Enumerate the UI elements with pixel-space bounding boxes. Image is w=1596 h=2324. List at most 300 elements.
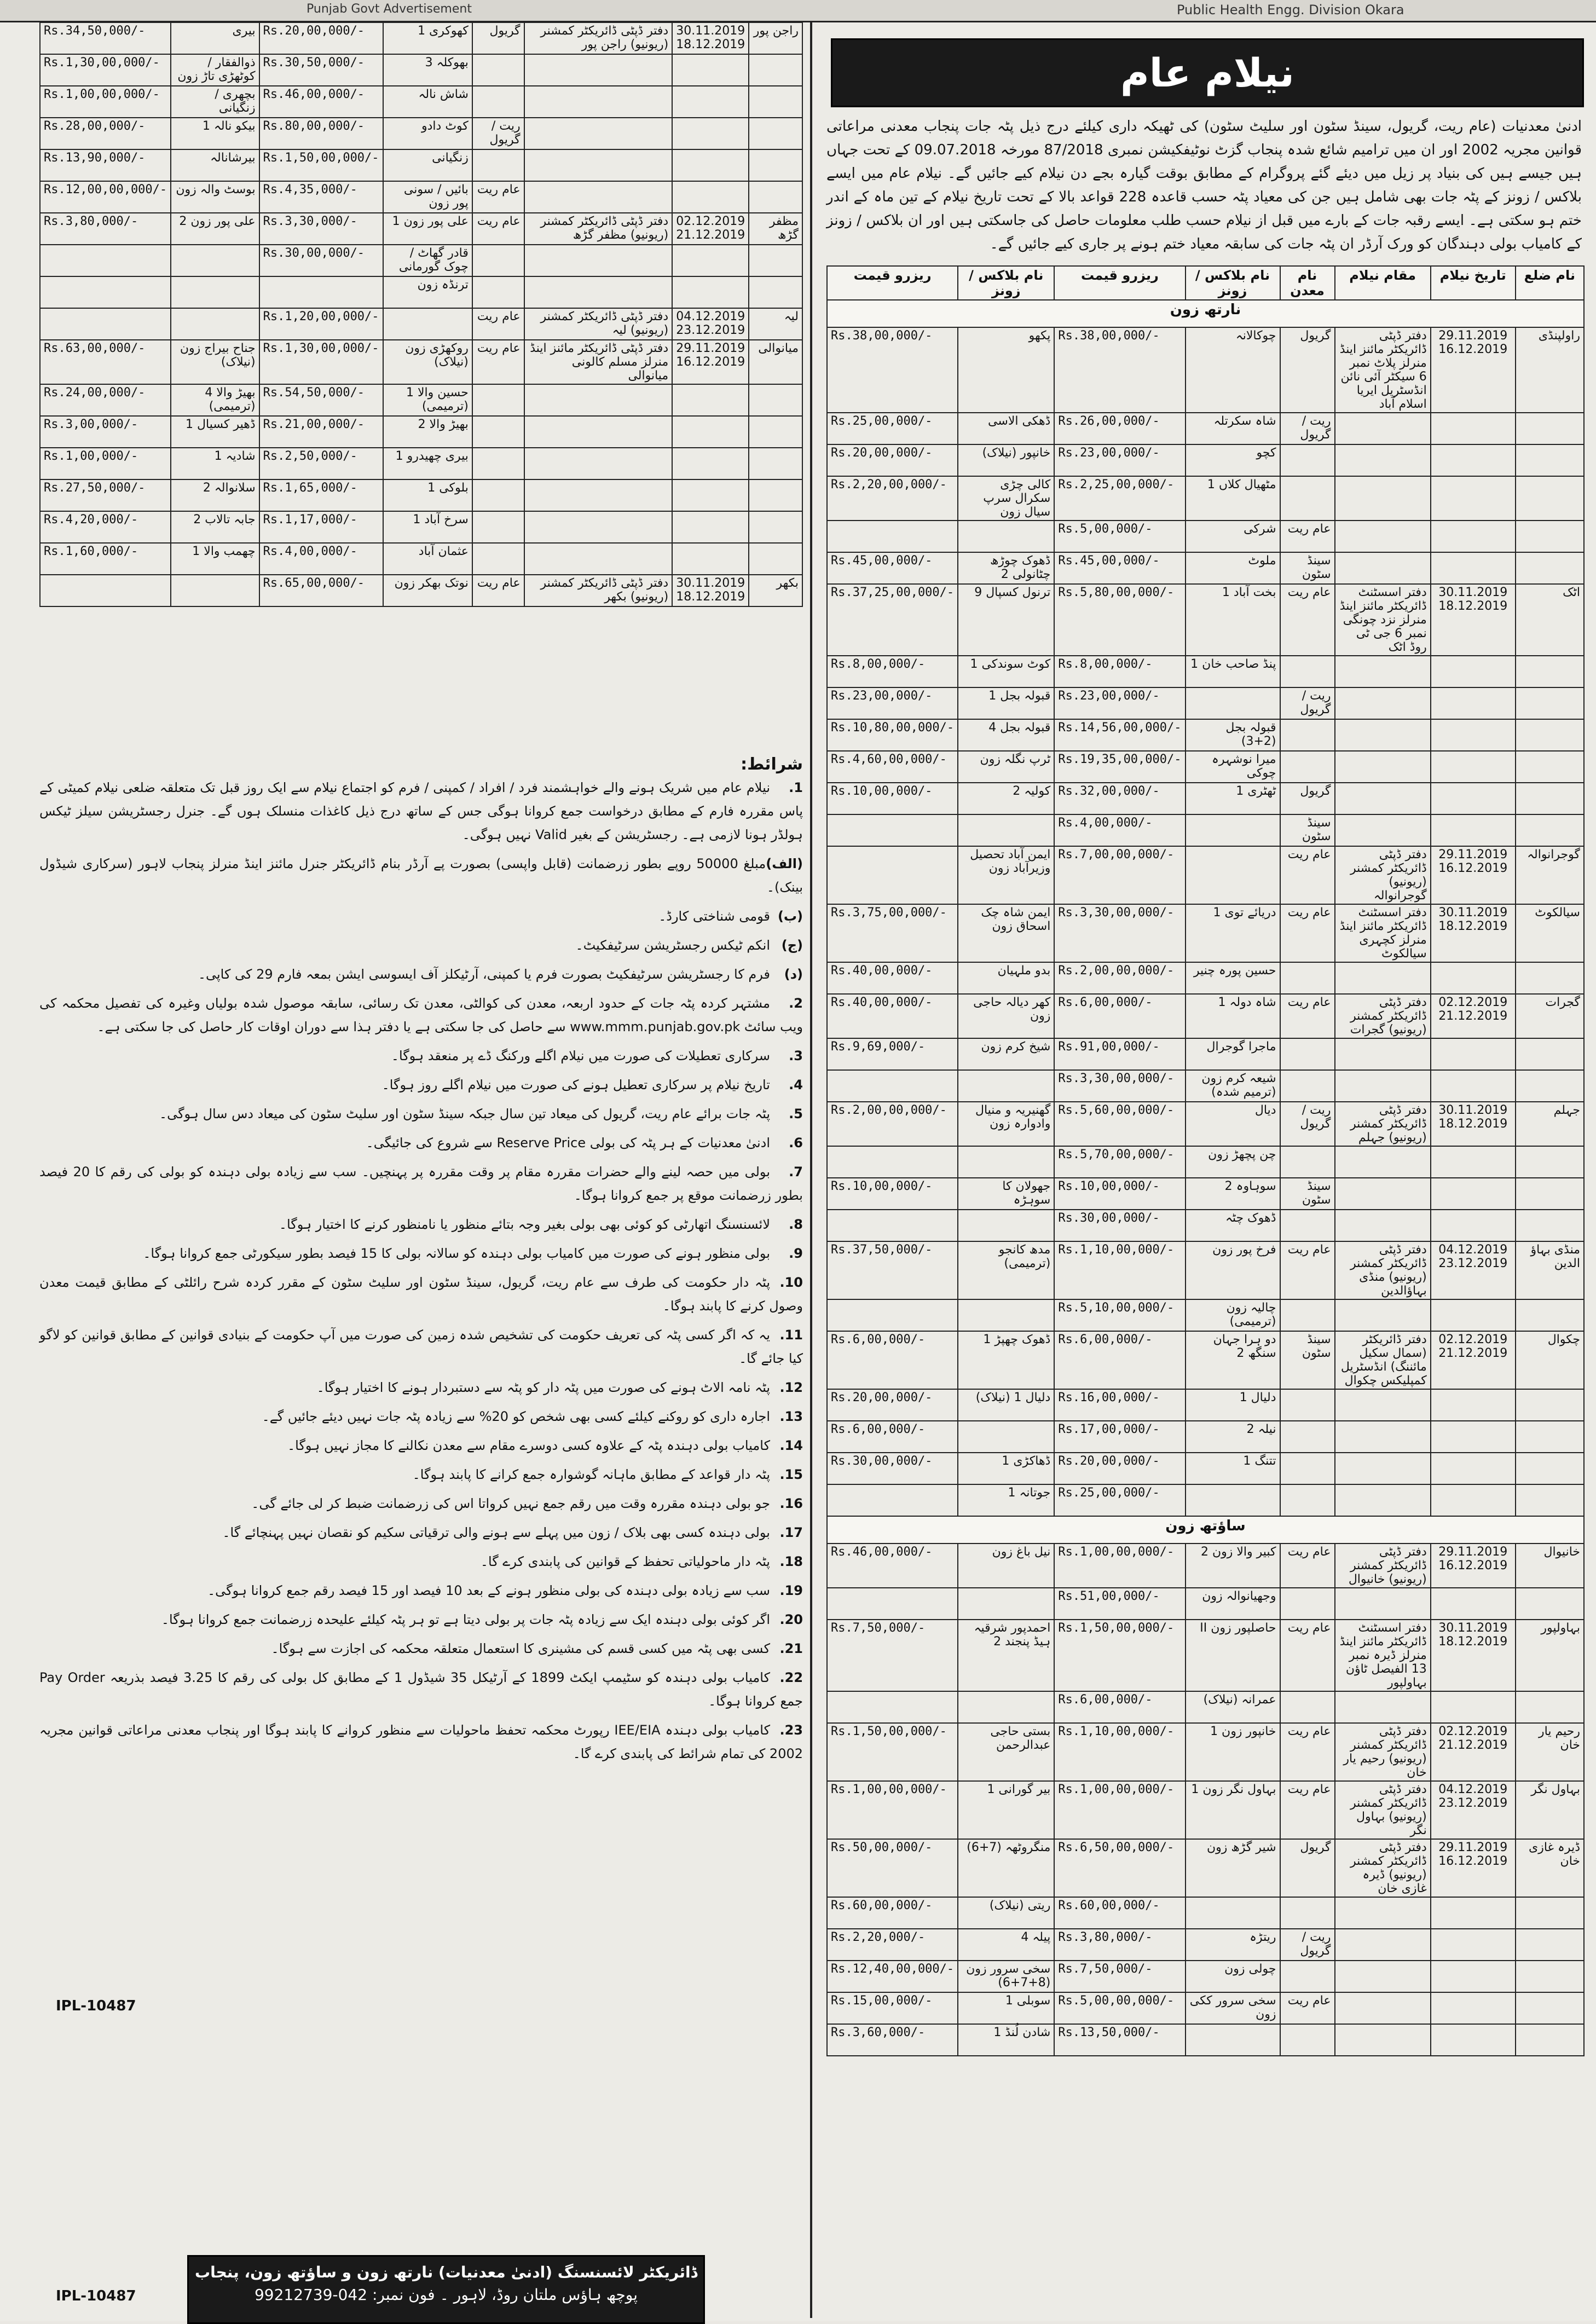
term-number: 2. [789, 996, 803, 1011]
table-row [40, 384, 802, 416]
left-column [39, 22, 803, 2318]
block-name-cell: بائیں / سونی پور زون [383, 181, 472, 213]
block-name-cell: ترنڈہ زون [383, 276, 472, 308]
mineral-cell: ریت / گریول [1280, 687, 1335, 719]
auction-date-cell [1431, 656, 1516, 687]
venue-cell [1335, 1038, 1431, 1070]
reserve-price-cell [827, 1588, 958, 1620]
header-block-1: نام بلاکس / زونز [1186, 266, 1280, 300]
table-row [827, 994, 1584, 1038]
header-price-1: ریزرو قیمت [1054, 266, 1185, 300]
reserve-price-cell [827, 1299, 958, 1331]
block-name-cell [383, 308, 472, 340]
mineral-cell: سینڈ سٹون [1280, 552, 1335, 584]
block-name-cell: ریتڑہ [1186, 1929, 1280, 1961]
table-row [827, 584, 1584, 656]
reserve-price-cell: Rs.6,00,000/- [1054, 1691, 1185, 1723]
venue-cell [1335, 1178, 1431, 1210]
term-item [39, 1434, 803, 1458]
term-item [39, 1323, 803, 1371]
reserve-price-cell: Rs.20,00,000/- [259, 22, 383, 54]
district-cell: مظفر گڑھ [749, 213, 802, 245]
block-name-cell: فرخ پور زون [1186, 1241, 1280, 1299]
term-number: 20. [779, 1612, 803, 1627]
term-number: 11. [779, 1327, 803, 1343]
table-row [827, 1453, 1584, 1484]
reserve-price-cell: Rs.3,30,000/- [259, 213, 383, 245]
block-name-cell: جوتانہ 1 [958, 1484, 1054, 1516]
mineral-cell: گریول [1280, 1839, 1335, 1897]
district-cell [1516, 1484, 1584, 1516]
venue-cell [524, 479, 673, 511]
term-text: بولی دہندہ کسی بھی بلاک / زون میں پہلے سے ہونے والی ترقیاتی سکیم کو نقصان نہیں پہنچائے گا۔ [222, 1525, 770, 1540]
block-name-cell: نیلہ 2 [1186, 1421, 1280, 1453]
venue-cell: دفتر اسسٹنٹ ڈائریکٹر مائنز اینڈ منرلز نزد چونگی نمبر 6 جی ٹی روڈ اٹک [1335, 584, 1431, 656]
auction-date-cell [1431, 687, 1516, 719]
auction-date-cell [1431, 751, 1516, 783]
mineral-cell [472, 245, 524, 276]
term-text: پٹہ دار حکومت کی طرف سے عام ریت، گریول، سینڈ سٹون اور سلیٹ سٹون کے مقرر کردہ شرح رائلٹی کے مطابق قیمت معدن وصول کرنے کا پابند ہوگا۔ [39, 1275, 803, 1314]
reserve-price-cell [827, 846, 958, 904]
district-cell: بکھر [749, 575, 802, 606]
auction-date-cell: 04.12.2019 23.12.2019 [1431, 1781, 1516, 1839]
mineral-cell: عام ریت [1280, 1241, 1335, 1299]
block-name-cell: بدو ملہیان [958, 962, 1054, 994]
reserve-price-cell: Rs.2,00,00,000/- [827, 1102, 958, 1146]
block-name-cell: شیخ کرم زون [958, 1038, 1054, 1070]
reserve-price-cell [827, 1484, 958, 1516]
block-name-cell: کوٹ دادو [383, 118, 472, 149]
venue-cell [1335, 521, 1431, 552]
block-name-cell: بیکو نالہ 1 [171, 118, 259, 149]
venue-cell [524, 149, 673, 181]
auction-date-cell: 02.12.2019 21.12.2019 [672, 213, 749, 245]
block-name-cell: ٹھٹری 1 [1186, 783, 1280, 814]
term-item [39, 1719, 803, 1766]
table-row [40, 22, 802, 54]
term-text: بولی میں حصہ لینے والے حضرات مقررہ مقام پر وقت مقررہ پر پہنچیں۔ سب سے زیادہ بولی دہندہ کو بولی کی رقم کا 20 فیصد بطور زرضمانت موقع پر جمع کروانا ہوگا۔ [39, 1164, 803, 1203]
table-row [827, 1421, 1584, 1453]
table-row [40, 276, 802, 308]
term-text: کامیاب بولی دہندہ پٹہ کے علاوہ کسی دوسرے مقام سے معدن نکالنے کا مجاز نہیں ہوگا۔ [287, 1438, 770, 1453]
block-name-cell: کالی چڑی سکرال سرپ سیال زون [958, 476, 1054, 521]
mineral-cell: عام ریت [472, 308, 524, 340]
header-price-2: ریزرو قیمت [827, 266, 958, 300]
venue-cell [524, 54, 673, 86]
reserve-price-cell: Rs.9,69,000/- [827, 1038, 958, 1070]
block-name-cell: پنڈ صاحب خان 1 [1186, 656, 1280, 687]
reserve-price-cell: Rs.65,00,000/- [259, 575, 383, 606]
mineral-cell [1280, 719, 1335, 751]
auction-date-cell: 29.11.2019 16.12.2019 [1431, 846, 1516, 904]
block-name-cell: دو ہرا جہان سنگھ 2 [1186, 1331, 1280, 1389]
table-row [827, 1241, 1584, 1299]
district-cell [1516, 1691, 1584, 1723]
term-number: 13. [779, 1409, 803, 1424]
venue-cell [1335, 1453, 1431, 1484]
venue-cell [1335, 814, 1431, 846]
reserve-price-cell: Rs.45,00,000/- [1054, 552, 1185, 584]
reserve-price-cell: Rs.17,00,000/- [1054, 1421, 1185, 1453]
auction-date-cell [1431, 1299, 1516, 1331]
reserve-price-cell: Rs.3,30,00,000/- [1054, 1070, 1185, 1102]
mineral-cell [1280, 962, 1335, 994]
term-number: 18. [779, 1554, 803, 1569]
district-cell [749, 245, 802, 276]
reserve-price-cell: Rs.3,75,00,000/- [827, 904, 958, 962]
reserve-price-cell: Rs.5,80,00,000/- [1054, 584, 1185, 656]
block-name-cell: چن پچھڑ زون [1186, 1146, 1280, 1178]
block-name-cell: کبیر والا زون 2 [1186, 1543, 1280, 1588]
mineral-cell [472, 416, 524, 448]
mineral-cell: سینڈ سٹون [1280, 1331, 1335, 1389]
block-name-cell: کھر دیالہ حاجی زون [958, 994, 1054, 1038]
term-number: 22. [779, 1670, 803, 1685]
footer-box [187, 2255, 705, 2324]
venue-cell: دفتر اسسٹنٹ ڈائریکٹر مائنز اینڈ منرلز کچہری سیالکوٹ [1335, 904, 1431, 962]
term-text: جو بولی دہندہ مقررہ وقت میں رقم جمع نہیں کرواتا اس کی زرضمانت ضبط کر لی جائے گی۔ [251, 1496, 770, 1511]
reserve-price-cell: Rs.1,00,000/- [40, 448, 171, 479]
reserve-price-cell: Rs.1,20,00,000/- [259, 308, 383, 340]
reserve-price-cell: Rs.1,50,00,000/- [827, 1723, 958, 1781]
venue-cell: دفتر ڈپٹی ڈائریکٹر کمشنر (ریونیو) گجرات [1335, 994, 1431, 1038]
mineral-cell: عام ریت [472, 181, 524, 213]
auction-date-cell [1431, 719, 1516, 751]
district-cell: خانیوال [1516, 1543, 1584, 1588]
district-cell: اٹک [1516, 584, 1584, 656]
district-cell [1516, 1588, 1584, 1620]
term-number: 9. [789, 1246, 803, 1261]
block-name-cell: ذوالفقار / کوٹھڑی تاڑ زون [171, 54, 259, 86]
table-row [827, 846, 1584, 904]
auction-date-cell: 29.11.2019 16.12.2019 [1431, 1839, 1516, 1897]
auction-date-cell [672, 448, 749, 479]
district-cell [1516, 2024, 1584, 2056]
district-cell: لیہ [749, 308, 802, 340]
district-cell: بہاولپور [1516, 1620, 1584, 1691]
term-text: لائسنسنگ اتھارٹی کو کوئی بھی بولی بغیر وجہ بتائے منظور یا نامنظور کرنے کا اختیار ہوگا۔ [279, 1217, 770, 1232]
term-text: پٹہ دار ماحولیاتی تحفظ کے قوانین کی پابندی کرے گا۔ [480, 1554, 770, 1569]
reserve-price-cell: Rs.13,90,000/- [40, 149, 171, 181]
auction-date-cell [1431, 521, 1516, 552]
venue-cell [1335, 413, 1431, 444]
mineral-cell [1280, 476, 1335, 521]
header-left: Punjab Govt Advertisement [307, 2, 472, 16]
term-item [39, 963, 803, 986]
reserve-price-cell: Rs.1,50,00,000/- [1054, 1620, 1185, 1691]
district-cell [749, 511, 802, 543]
venue-cell [524, 543, 673, 575]
auction-date-cell: 29.11.2019 16.12.2019 [1431, 1543, 1516, 1588]
footer-line-1: ڈائریکٹر لائسنسنگ (ادنیٰ معدنیات) نارتھ زون و ساؤتھ زون، پنجاب [194, 2263, 698, 2281]
block-name-cell: کوٹ سوندکی 1 [958, 656, 1054, 687]
reserve-price-cell: Rs.1,00,00,000/- [1054, 1781, 1185, 1839]
block-name-cell [171, 308, 259, 340]
venue-cell [1335, 1588, 1431, 1620]
term-item [39, 1131, 803, 1155]
reserve-price-cell: Rs.4,35,000/- [259, 181, 383, 213]
terms-section [39, 753, 803, 2154]
right-column [821, 22, 1590, 2318]
mineral-cell: عام ریت [1280, 584, 1335, 656]
block-name-cell: علی پور زون 1 [383, 213, 472, 245]
district-cell: گوجرانوالہ [1516, 846, 1584, 904]
venue-cell [1335, 2024, 1431, 2056]
venue-cell [524, 416, 673, 448]
reserve-price-cell [827, 1691, 958, 1723]
mineral-cell: ریت / گریول [1280, 1102, 1335, 1146]
term-number: 15. [779, 1467, 803, 1482]
term-number: (ج) [781, 938, 803, 953]
reserve-price-cell [827, 1070, 958, 1102]
block-name-cell [958, 1070, 1054, 1102]
term-text: بولی منظور ہونے کی صورت میں کامیاب بولی دہندہ کو سالانہ بولی کا 15 فیصد بطور سیکورٹی جمع کروانا ہوگا۔ [143, 1246, 770, 1261]
term-text: اگر کوئی بولی دہندہ ایک سے زیادہ پٹہ جات پر بولی دیتا ہے تو ہر پٹہ کیلئے علیحدہ زرضمانت جمع کروانا ہوگا۔ [161, 1612, 770, 1627]
block-name-cell: شیعہ کرم زون (ترمیم شدہ) [1186, 1070, 1280, 1102]
term-item [39, 1492, 803, 1516]
venue-cell: دفتر ڈپٹی ڈائریکٹر کمشنر (ریونیو) ڈیرہ غازی خان [1335, 1839, 1431, 1897]
block-name-cell: ڈھوک چوڑھ چٹانولی 2 [958, 552, 1054, 584]
reserve-price-cell: Rs.37,25,00,000/- [827, 584, 958, 656]
term-number: 16. [779, 1496, 803, 1511]
mineral-cell: گریول [1280, 783, 1335, 814]
mineral-cell [1280, 1588, 1335, 1620]
block-name-cell: خانپور زون 1 [1186, 1723, 1280, 1781]
reserve-price-cell: Rs.4,60,00,000/- [827, 751, 958, 783]
district-cell [1516, 1992, 1584, 2024]
reserve-price-cell: Rs.16,00,000/- [1054, 1389, 1185, 1421]
district-cell [1516, 1070, 1584, 1102]
table-row [40, 416, 802, 448]
term-item [39, 934, 803, 957]
block-name-cell [1186, 2024, 1280, 2056]
mineral-cell: عام ریت [1280, 521, 1335, 552]
term-number: 19. [779, 1583, 803, 1598]
table-row [827, 521, 1584, 552]
table-row [827, 962, 1584, 994]
block-name-cell: زنگیانی [383, 149, 472, 181]
auction-date-cell [672, 479, 749, 511]
block-name-cell: جناح بیراج زون (نیلاک) [171, 340, 259, 384]
venue-cell [1335, 1389, 1431, 1421]
venue-cell [1335, 719, 1431, 751]
reserve-price-cell: Rs.3,80,000/- [40, 213, 171, 245]
reserve-price-cell: Rs.54,50,000/- [259, 384, 383, 416]
district-cell: چکوال [1516, 1331, 1584, 1389]
auction-date-cell [672, 118, 749, 149]
block-name-cell: ایمن آباد تحصیل وزیرآباد زون [958, 846, 1054, 904]
block-name-cell [958, 521, 1054, 552]
table-row [40, 575, 802, 606]
reserve-price-cell [40, 276, 171, 308]
block-name-cell: میرا نوشہرہ چوکی [1186, 751, 1280, 783]
auction-date-cell [1431, 413, 1516, 444]
reserve-price-cell: Rs.8,00,000/- [827, 656, 958, 687]
term-item [39, 1579, 803, 1603]
district-cell [749, 416, 802, 448]
auction-date-cell: 30.11.2019 18.12.2019 [672, 22, 749, 54]
term-number: 23. [779, 1722, 803, 1738]
block-name-cell: گھنیریہ و منیال وادوارہ زون [958, 1102, 1054, 1146]
venue-cell [1335, 1897, 1431, 1929]
term-number: 6. [789, 1135, 803, 1151]
terms-heading: شرائط: [741, 755, 803, 774]
table-row [827, 751, 1584, 783]
header-venue: مقام نیلام [1335, 266, 1431, 300]
table-row [827, 1781, 1584, 1839]
venue-cell [1335, 962, 1431, 994]
mineral-cell [1280, 1691, 1335, 1723]
auction-date-cell: 30.11.2019 18.12.2019 [1431, 904, 1516, 962]
auction-date-cell: 02.12.2019 21.12.2019 [1431, 1331, 1516, 1389]
block-name-cell: وجھیانوالہ زون [1186, 1588, 1280, 1620]
table-row [40, 543, 802, 575]
block-name-cell: بیر گورانی 1 [958, 1781, 1054, 1839]
venue-cell [1335, 1929, 1431, 1961]
term-text: قومی شناختی کارڈ۔ [658, 909, 770, 924]
district-cell [1516, 476, 1584, 521]
table-row [827, 1897, 1584, 1929]
header-mineral: نام معدن [1280, 266, 1335, 300]
mineral-cell: عام ریت [1280, 1543, 1335, 1588]
block-name-cell: حسین پورہ چنیر [1186, 962, 1280, 994]
mineral-cell [1280, 656, 1335, 687]
reserve-price-cell: Rs.24,00,000/- [40, 384, 171, 416]
venue-cell: دفتر ڈپٹی ڈائریکٹر کمشنر (ریونیو) خانیوال [1335, 1543, 1431, 1588]
mineral-cell [472, 384, 524, 416]
venue-cell [1335, 1070, 1431, 1102]
reserve-price-cell: Rs.38,00,000/- [827, 327, 958, 413]
reserve-price-cell: Rs.5,00,000/- [1054, 521, 1185, 552]
table-row [827, 444, 1584, 476]
term-item [39, 1271, 803, 1318]
block-name-cell: ڈھاکڑی 1 [958, 1453, 1054, 1484]
term-number: 5. [789, 1106, 803, 1121]
term-number: 21. [779, 1641, 803, 1656]
reserve-price-cell: Rs.1,10,00,000/- [1054, 1241, 1185, 1299]
block-name-cell: شرکی [1186, 521, 1280, 552]
venue-cell [524, 118, 673, 149]
table-row [40, 308, 802, 340]
mineral-cell [1280, 1070, 1335, 1102]
table-row [827, 1299, 1584, 1331]
reserve-price-cell: Rs.8,00,000/- [1054, 656, 1185, 687]
reserve-price-cell: Rs.7,50,000/- [827, 1620, 958, 1691]
block-name-cell: شادیہ 1 [171, 448, 259, 479]
term-item [39, 1463, 803, 1487]
district-cell [1516, 1038, 1584, 1070]
block-name-cell [958, 814, 1054, 846]
table-row [827, 1588, 1584, 1620]
venue-cell [1335, 1421, 1431, 1453]
term-number: 7. [789, 1164, 803, 1180]
table-header-row [827, 266, 1584, 300]
auction-date-cell [1431, 783, 1516, 814]
table-row [40, 340, 802, 384]
table-row [827, 687, 1584, 719]
block-name-cell: چولی زون [1186, 1961, 1280, 1992]
reserve-price-cell: Rs.12,00,00,000/- [40, 181, 171, 213]
venue-cell [1335, 1210, 1431, 1241]
table-row [40, 54, 802, 86]
table-row [827, 719, 1584, 751]
mineral-cell [1280, 1421, 1335, 1453]
reserve-price-cell: Rs.10,80,00,000/- [827, 719, 958, 751]
district-cell [749, 118, 802, 149]
mineral-cell: عام ریت [472, 575, 524, 606]
section-row-south [827, 1516, 1584, 1543]
mineral-cell: ریت / گریول [1280, 1929, 1335, 1961]
reserve-price-cell: Rs.45,00,000/- [827, 552, 958, 584]
auction-date-cell [1431, 1146, 1516, 1178]
block-name-cell: ٹرپ نگلہ زون [958, 751, 1054, 783]
auction-date-cell [1431, 1421, 1516, 1453]
term-item [39, 776, 803, 847]
reserve-price-cell: Rs.14,56,00,000/- [1054, 719, 1185, 751]
term-number: 12. [779, 1380, 803, 1395]
block-name-cell [1186, 687, 1280, 719]
auction-date-cell [1431, 444, 1516, 476]
district-cell: راجن پور [749, 22, 802, 54]
reserve-price-cell: Rs.1,30,00,000/- [259, 340, 383, 384]
reserve-price-cell: Rs.1,00,00,000/- [827, 1781, 958, 1839]
district-cell [1516, 521, 1584, 552]
district-cell [1516, 1929, 1584, 1961]
venue-cell [1335, 751, 1431, 783]
header-strip [0, 0, 1596, 22]
venue-cell [1335, 552, 1431, 584]
auction-date-cell: 30.11.2019 18.12.2019 [1431, 584, 1516, 656]
block-name-cell: سخی سرور ککی زون [1186, 1992, 1280, 2024]
auction-date-cell [1431, 476, 1516, 521]
block-name-cell: قادر گھاٹ / چوک گورمانی [383, 245, 472, 276]
reserve-price-cell: Rs.4,00,000/- [1054, 814, 1185, 846]
block-name-cell: کولیہ 2 [958, 783, 1054, 814]
reserve-price-cell: Rs.20,00,000/- [827, 444, 958, 476]
block-name-cell: مدھ کانجو (ترمیمی) [958, 1241, 1054, 1299]
term-text: مشتہر کردہ پٹہ جات کے حدود اربعہ، معدن کی کوالٹی، معدن تک رسائی، سابقہ موصول شدہ بولیاں وغیرہ کی تفصیل محکمہ کی ویب سائٹ www.mmm.punjab.gov.pk سے حاصل کی جا سکتی ہے یا دفتر ہذا سے دوران اوقات کار حاصل کی جا سکتی ہے۔ [39, 996, 803, 1034]
district-cell: بہاول نگر [1516, 1781, 1584, 1839]
reserve-price-cell: Rs.2,00,00,000/- [1054, 962, 1185, 994]
auction-date-cell [1431, 1210, 1516, 1241]
venue-cell: دفتر ڈپٹی ڈائریکٹر کمشنر (ریونیو) منڈی بہاؤالدین [1335, 1241, 1431, 1299]
reserve-price-cell: Rs.38,00,000/- [1054, 327, 1185, 413]
terms-list [39, 776, 803, 1766]
table-row [827, 1389, 1584, 1421]
term-number: (د) [784, 967, 803, 982]
term-item [39, 1608, 803, 1632]
block-name-cell: ڈھوک چھپڑ 1 [958, 1331, 1054, 1389]
district-cell [749, 276, 802, 308]
reserve-price-cell: Rs.15,00,000/- [827, 1992, 958, 2024]
block-name-cell: بوسٹ والہ زون [171, 181, 259, 213]
mineral-cell [472, 149, 524, 181]
term-number: 14. [779, 1438, 803, 1453]
block-name-cell: چھمب والا 1 [171, 543, 259, 575]
mineral-cell: عام ریت [1280, 846, 1335, 904]
district-cell: جہلم [1516, 1102, 1584, 1146]
block-name-cell: دلیال 1 (نیلاک) [958, 1389, 1054, 1421]
venue-cell [524, 181, 673, 213]
block-name-cell: چوکالانہ [1186, 327, 1280, 413]
block-name-cell: بیری چھیدرو 1 [383, 448, 472, 479]
block-name-cell: ایمن شاہ چک اسحاق زون [958, 904, 1054, 962]
block-name-cell: سخی سرور زون (8+7+6) [958, 1961, 1054, 1992]
reserve-price-cell: Rs.60,00,000/- [827, 1897, 958, 1929]
mineral-cell [1280, 751, 1335, 783]
mineral-cell [1280, 444, 1335, 476]
section-north-label: نارتھ زون [827, 300, 1584, 327]
